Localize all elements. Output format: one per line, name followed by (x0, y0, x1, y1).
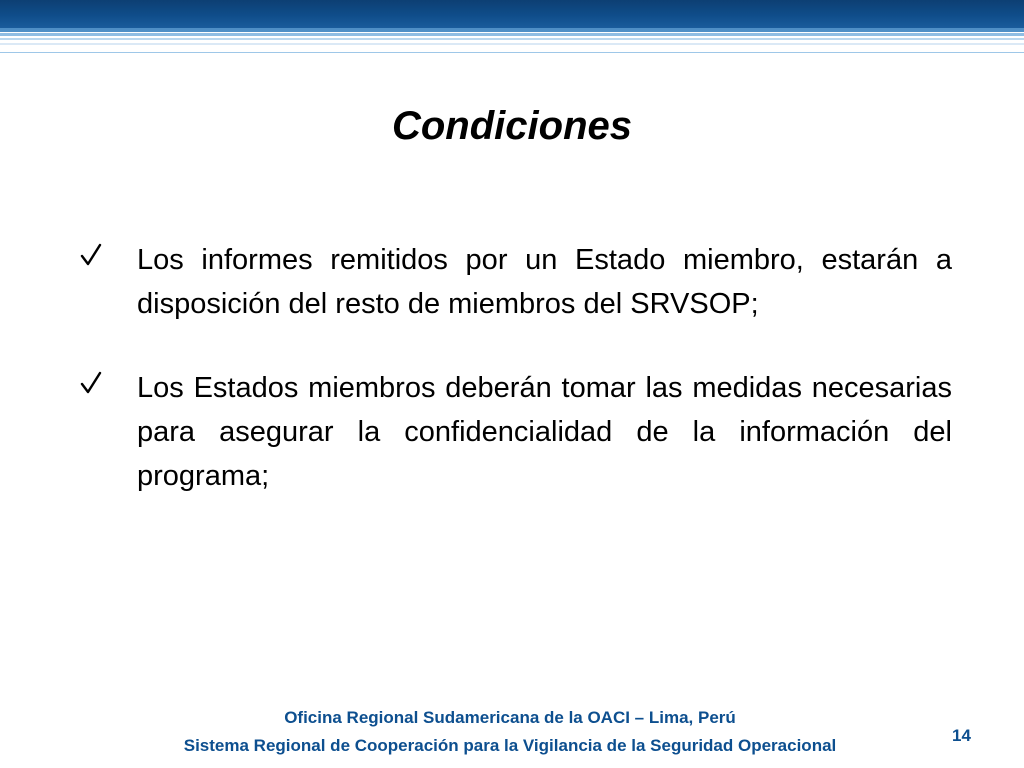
header-band (0, 0, 1024, 28)
bullet-text: Los Estados miembros deberán tomar las medidas necesarias para asegurar la confidencialidad de la información del programa; (137, 372, 952, 492)
footer-office: Oficina Regional Sudamericana de la OACI – Lima, Perú (284, 708, 736, 727)
header-stripe (0, 52, 1024, 53)
footer (100, 704, 920, 760)
bullet-text: Los informes remitidos por un Estado miembro, estarán a disposición del resto de miembros del SRVSOP; (137, 244, 952, 320)
header-stripe (0, 28, 1024, 32)
header-stripe (0, 43, 1024, 45)
slide-title: Condiciones (391, 104, 633, 148)
header-stripe (0, 33, 1024, 36)
bullet-item (80, 366, 952, 498)
footer-system: Sistema Regional de Cooperación para la Vigilancia de la Seguridad Operacional (183, 736, 837, 755)
header-stripe (0, 38, 1024, 40)
check-icon (80, 240, 102, 270)
bullet-list (80, 238, 952, 538)
bullet-item (80, 238, 952, 326)
page-number: 14 (952, 726, 971, 745)
check-icon (80, 368, 102, 398)
